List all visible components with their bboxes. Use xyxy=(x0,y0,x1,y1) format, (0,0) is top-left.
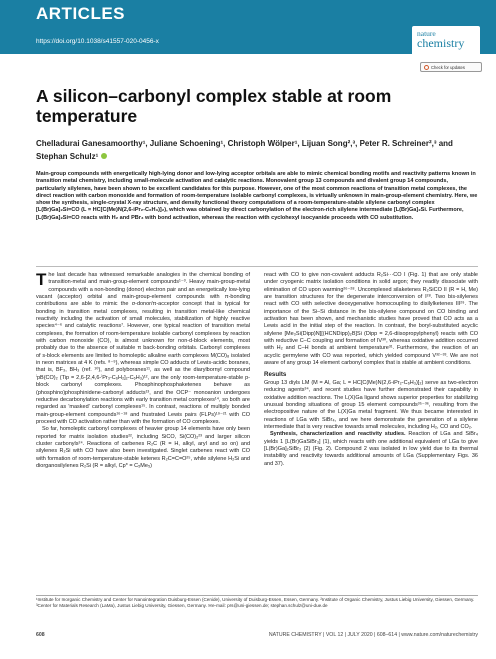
article-title: A silicon–carbonyl complex stable at room temperature xyxy=(36,86,392,126)
body-column-right xyxy=(264,272,478,468)
synthesis-paragraph xyxy=(264,431,478,468)
intro-paragraph-2: So far, homoleptic carbonyl complexes of heavier group 14 elements have only been reported for matrix isolation studies²², including SiCO, Si(CO)₂²³ and larger silicon cluster carbonyls²⁴. Reactions of carbenes R₂C (R = H, alkyl, aryl and so on) and silylenes R₂Si with CO have also been investigated. Singlet carbenes react with CO with formation of room-temperature-stable ketenes R₂C=C=O²⁵, while silylene H₂Si and diorganosilylenes R₂Si (R = alkyl, Cp* = C₅Me₅) xyxy=(36,426,250,469)
page-number: 608 xyxy=(36,632,45,638)
orcid-icon[interactable] xyxy=(101,153,107,159)
intro-paragraph-3: react with CO to give non-covalent adducts R₂Si···CO I (Fig. 1) that are only stable under cryogenic matrix isolation conditions in solid argon; they readily dissociate with elimination of CO upon warming²⁶⁻²⁸. Uncomplexed silaketenes R₂SiCO II (R = H, Me) are transition structures for the degenerate interconversion of I²⁸. Two bis-silylenes react with CO with selective deoxygenative homocoupling to disilylketenes III²⁹. The importance of the Si–Si distance in the bis-silylene compound on CO binding and activation has been shown, and mechanistic studies have proved that CO acts as a Lewis acid in the initial step of the reaction. In contrast, the boryl-substituted acyclic silylene [Me₃Si(Dipp)N][(HCNDipp)₂B]Si (Dipp = 2,6-diisopropylphenyl) reacts with CO with reductive C–C coupling and formation of IV³⁰, whereas oxidative addition occurred with H₂ and C–H bonds at ambient temperature³¹. Furthermore, the reaction of an acyclic germylene with CO was reported, which yielded compound V³²⁻³³. We are not aware of any group 14 element carbonyl complex that is stable at ambient conditions. xyxy=(264,272,478,367)
check-updates-label: Check for updates xyxy=(431,64,465,70)
author-names: Chelladurai Ganesamoorthy¹, Juliane Schoening¹, Christoph Wölper¹, Lijuan Song²,³, Peter R. Schreiner²,³ and Stephan Schulz¹ xyxy=(36,139,453,161)
drop-cap: T xyxy=(36,270,47,289)
journal-logo-line2: chemistry xyxy=(417,36,465,50)
abstract: Main-group compounds with energetically high-lying donor and low-lying acceptor orbitals are able to mimic chemical bonding motifs and reactivity patterns known in transition metal chemistry, including small-molecule activation and catalytic reactions. Monovalent group 13 compounds and divalent group 14 compounds, particularly silylenes, have been shown to be excellent candidates for this purpose. However, one of the most common reactions of transition metal complexes, the direct reaction with carbon monoxide and formation of room-temperature isolable carbonyl complexes, is virtually unknown in main-group-element chemistry. Here, we show the synthesis, single-crystal X-ray structure, and density functional theory computations of a room-temperature-stable silylene carbonyl complex [L(Br)Ga]₂Si=CO (L = HC[C(Me)N(2,6-iPr₂-C₆H₃)]₂), which was obtained by direct carbonylation of the electron-rich silylene intermediate [L(Br)Ga]₂Si. Furthermore, [L(Br)Ga]₂Si=CO reacts with H₂ and PBr₃ with bond activation, whereas the reaction with cyclohexyl isocyanide proceeds with CO substitution. xyxy=(36,171,478,221)
check-updates-button[interactable] xyxy=(420,62,482,72)
journal-logo[interactable] xyxy=(412,26,480,56)
intro-paragraph-1 xyxy=(36,272,250,426)
synthesis-text: Reaction of LGa and SiBr₄ yields 1 [L(Br)GaSiBr₃] (1), which reacts with one additional equivalent of LGa to give [L(Br)Ga]₂SiBr₂ (2) (Fig. 2). Compound 2 was isolated in low yield due to its thermal instability and reactivity towards additional amounts of LGa (Supplementary Figs. 36 and 37). xyxy=(264,431,479,467)
update-icon xyxy=(424,65,429,70)
abstract-divider xyxy=(36,266,478,267)
author-list xyxy=(36,138,476,163)
doi-link[interactable]: https://doi.org/10.1038/s41557-020-0456-x xyxy=(36,38,159,45)
journal-logo-line1: nature xyxy=(417,29,436,38)
results-paragraph: Group 13 diyls LM (M = Al, Ga; L = HC[C(Me)N(2,6-iPr₂-C₆H₃)]₂) serve as two-electron reducing agents³⁴, and recent studies have further demonstrated their capability in oxidative addition reactions. The L(X)Ga ligand shows superior properties for stabilizing unusual bonding situations of group 15 element compounds³⁵⁻³⁶, resulting from the electropositive nature of the L(X)Ga metal fragment. We thus became interested in reactions of LGa with SiBr₄, and we here demonstrate the generation of a silylene intermediate that is very reactive towards small molecules, including H₂, CO and CO₂. xyxy=(264,379,478,430)
journal-info[interactable]: NATURE CHEMISTRY | VOL 12 | JULY 2020 | 608–614 | www.nature.com/naturechemistry xyxy=(268,632,478,638)
results-heading: Results xyxy=(264,371,287,379)
body-column-left xyxy=(36,272,250,470)
synthesis-heading: Synthesis, characterization and reactivity studies. xyxy=(270,431,406,438)
affiliations: ¹Institute for Inorganic Chemistry and Center for Nanointegration Duisburg-Essen (Cenide), University of Duisburg-Essen, Essen, Germany. ²Institute of Organic Chemistry, Justus Liebig University, Giessen, Germany. ³Center for Materials Research (LaMa), Justus Liebig University, Giessen, Germany. ✉e-mail: prs@uni-giessen.de; stephan.schulz@uni-due.de xyxy=(36,597,475,609)
footnote-divider xyxy=(36,595,478,596)
intro-paragraph-1-text: he last decade has witnessed remarkable analogies in the chemical bonding of transition-metal and main-group-element compounds¹⁻³. Heavy main-group-metal compounds with a non-bonding (donor) electron pair and an energetically low-lying vacant (acceptor) orbital and main-group-element compounds with π-bonding contributions are able to mimic the σ-donor/π-acceptor concept that is typical for bonding in transition metal complexes, resulting in transition metal-like chemical reactivity including the activation of small molecules, stabilization of highly reactive species⁴⁻⁶ and catalytic reactions⁷. However, one typical reaction of transition metal complexes, the formation of room-temperature isolable carbonyl complexes by reaction with carbon monoxide (CO), is almost unknown for non-d-block elements, most probably due to the absence of suitable π back-bonding orbitals. Carbonyl complexes of s-block elements are limited to homoleptic alkaline earth complexes M(CO)₈ isolated in neon matrices at 4 K (refs. ⁸⁻⁹), whereas simple CO adducts of Lewis-acidic boranes, that is, BF₃, BH₃ (ref. ¹⁰), and polyboranes¹¹, as well as the diarylbornyl compound ⁱpB(CO)₂ (Tip = 2,6-[2,4,6-ⁱPr₃-C₆H₂]₂-C₆H₃)¹², are the only room-temperature-stable p-block carbonyl complexes. Phosphinophosphaketenes behave as (phosphino)phosphinidene-carbonyl adducts¹³, and the OCP⁻ monoanion undergoes reductive decarbonylation reactions with early transition metal complexes¹⁴, so both are regarded as 'masked' carbonyl complexes¹⁵. In contrast, reactions of multiply bonded main-group-element compounds¹⁶⁻¹⁸ and frustrated Lewis pairs (FLPs)¹⁹⁻²¹ with CO proceed with CO activation rather than with the formation of CO complexes. xyxy=(36,272,250,425)
page-footer xyxy=(36,632,478,638)
section-label: ARTICLES xyxy=(36,4,125,23)
